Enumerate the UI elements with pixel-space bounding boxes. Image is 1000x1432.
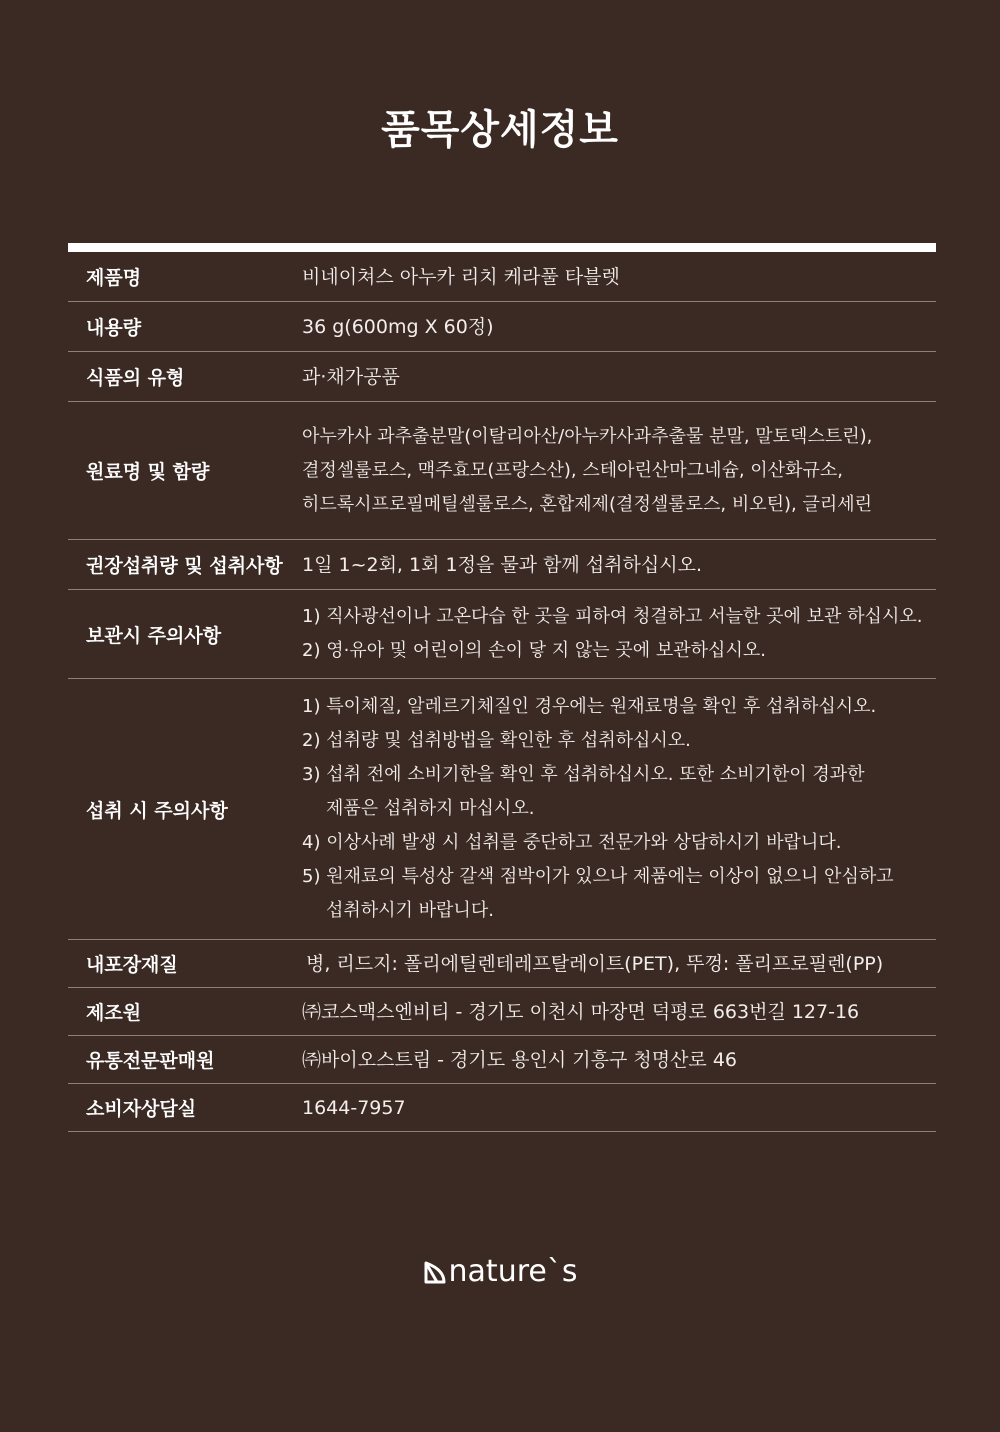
table-row-packaging bbox=[68, 940, 936, 988]
value-line: 5) 원재료의 특성상 갈색 점박이가 있으나 제품에는 이상이 없으니 안심하고 bbox=[302, 866, 894, 887]
value-line: 36 g(600mg X 60정) bbox=[302, 315, 494, 338]
row-label: 내포장재질 bbox=[86, 954, 178, 976]
value-line: 4) 이상사례 발생 시 섭취를 중단하고 전문가와 상담하시기 바랍니다. bbox=[302, 832, 842, 853]
value-line: 제품은 섭취하지 마십시오. bbox=[326, 798, 535, 819]
row-value bbox=[302, 947, 936, 981]
value-line: 아누카사 과추출분말(이탈리아산/아누카사과추출물 분말, 말토덱스트린), bbox=[302, 425, 873, 447]
row-label: 유통전문판매원 bbox=[86, 1050, 215, 1072]
value-line: 비네이쳐스 아누카 리치 케라풀 타블렛 bbox=[302, 265, 620, 288]
table-row-manufacturer bbox=[68, 988, 936, 1036]
product-info-table bbox=[68, 243, 936, 1132]
row-value bbox=[302, 548, 936, 582]
logo-text: nature`s bbox=[448, 1254, 578, 1289]
value-line: 섭취하시기 바랍니다. bbox=[326, 900, 494, 921]
value-line: 히드록시프로필메틸셀룰로스, 혼합제제(결정셀룰로스, 비오틴), 글리세린 bbox=[302, 493, 873, 515]
table-row-contents bbox=[68, 302, 936, 352]
row-value bbox=[302, 260, 936, 294]
row-label: 제조원 bbox=[86, 1002, 142, 1024]
table-row-customer-service bbox=[68, 1084, 936, 1132]
table-row-product-name bbox=[68, 252, 936, 302]
row-value bbox=[302, 1043, 936, 1077]
value-line: ㈜바이오스트림 - 경기도 용인시 기흥구 청명산로 46 bbox=[302, 1048, 737, 1071]
value-line: 1일 1~2회, 1회 1정을 물과 함께 섭취하십시오. bbox=[302, 553, 702, 576]
value-line: ㈜코스맥스엔비티 - 경기도 이천시 마장면 덕평로 663번길 127-16 bbox=[302, 1000, 860, 1023]
row-label: 섭취 시 주의사항 bbox=[86, 799, 228, 822]
row-label: 권장섭취량 및 섭취사항 bbox=[86, 555, 283, 577]
row-label: 내용량 bbox=[86, 317, 142, 339]
row-value bbox=[302, 600, 936, 668]
table-row-recommended-intake bbox=[68, 540, 936, 590]
row-value bbox=[302, 690, 936, 928]
value-line: 1) 직사광선이나 고온다습 한 곳을 피하여 청결하고 서늘한 곳에 보관 하십시오. bbox=[302, 606, 923, 627]
value-line: 병, 리드지: 폴리에틸렌테레프탈레이트(PET), 뚜껑: 폴리프로필렌(PP) bbox=[306, 952, 884, 975]
row-value bbox=[302, 310, 936, 344]
table-row-distributor bbox=[68, 1036, 936, 1084]
row-value bbox=[302, 360, 936, 394]
table-row-ingredients bbox=[68, 402, 936, 540]
brand-logo bbox=[0, 1254, 1000, 1290]
row-value bbox=[302, 420, 936, 522]
row-label: 보관시 주의사항 bbox=[86, 624, 222, 647]
table-row-storage-caution bbox=[68, 590, 936, 679]
row-value bbox=[302, 1091, 936, 1125]
value-line: 결정셀룰로스, 맥주효모(프랑스산), 스테아린산마그네슘, 이산화규소, bbox=[302, 459, 843, 481]
value-line: 2) 섭취량 및 섭취방법을 확인한 후 섭취하십시오. bbox=[302, 730, 691, 751]
value-line: 1) 특이체질, 알레르기체질인 경우에는 원재료명을 확인 후 섭취하십시오. bbox=[302, 696, 877, 717]
value-line: 3) 섭취 전에 소비기한을 확인 후 섭취하십시오. 또한 소비기한이 경과한 bbox=[302, 764, 865, 785]
value-line: 1644-7957 bbox=[302, 1096, 406, 1119]
row-label: 소비자상담실 bbox=[86, 1098, 197, 1120]
row-label: 식품의 유형 bbox=[86, 367, 185, 389]
value-line: 과·채가공품 bbox=[302, 365, 400, 388]
b-leaf-logo-icon bbox=[423, 1259, 447, 1285]
table-row-food-type bbox=[68, 352, 936, 402]
row-label: 제품명 bbox=[86, 267, 142, 289]
row-value bbox=[302, 995, 936, 1029]
row-label: 원료명 및 함량 bbox=[86, 461, 210, 483]
value-line: 2) 영·유아 및 어린이의 손이 닿 지 않는 곳에 보관하십시오. bbox=[302, 640, 766, 661]
page-title: 품목상세정보 bbox=[381, 107, 619, 153]
table-row-intake-caution bbox=[68, 679, 936, 940]
